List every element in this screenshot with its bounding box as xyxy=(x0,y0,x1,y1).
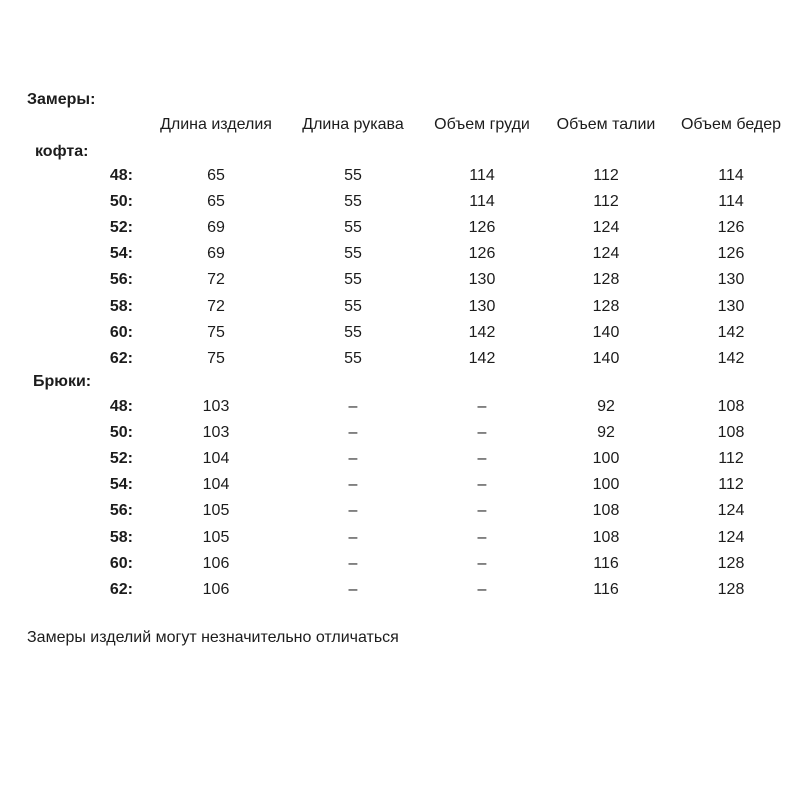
cell-waist: 128 xyxy=(592,298,620,315)
cell-sleeve: 55 xyxy=(344,271,362,288)
column-header-waist: Объем талии xyxy=(556,116,656,133)
footnote: Замеры изделий могут незначительно отличаться xyxy=(27,629,399,646)
cell-hips: 124 xyxy=(717,529,745,546)
cell-length: 104 xyxy=(202,450,230,467)
measurements-title: Замеры: xyxy=(27,91,96,108)
table-row xyxy=(0,245,800,267)
cell-hips: 108 xyxy=(717,398,745,415)
cell-chest: 126 xyxy=(468,245,496,262)
cell-chest: – xyxy=(477,529,487,546)
cell-chest: – xyxy=(477,450,487,467)
cell-length: 105 xyxy=(202,502,230,519)
size-label: 54: xyxy=(109,245,133,262)
cell-waist: 108 xyxy=(592,502,620,519)
cell-waist: 112 xyxy=(593,167,619,184)
cell-waist: 100 xyxy=(592,450,620,467)
table-row xyxy=(0,167,800,189)
cell-waist: 140 xyxy=(592,350,620,367)
cell-hips: 130 xyxy=(717,271,745,288)
cell-chest: 114 xyxy=(469,167,495,184)
table-row xyxy=(0,424,800,446)
table-row xyxy=(0,271,800,293)
cell-sleeve: 55 xyxy=(344,324,362,341)
cell-chest: 130 xyxy=(468,271,496,288)
cell-hips: 126 xyxy=(717,219,745,236)
table-row xyxy=(0,555,800,577)
table-row xyxy=(0,219,800,241)
cell-sleeve: 55 xyxy=(344,350,362,367)
size-label: 58: xyxy=(109,298,133,315)
cell-hips: 124 xyxy=(717,502,745,519)
cell-waist: 124 xyxy=(592,219,620,236)
size-label: 56: xyxy=(109,502,133,519)
table-row xyxy=(0,350,800,372)
cell-length: 75 xyxy=(207,324,225,341)
cell-hips: 108 xyxy=(717,424,745,441)
cell-length: 105 xyxy=(202,529,230,546)
cell-chest: – xyxy=(477,398,487,415)
column-header-hips: Объем бедер xyxy=(680,116,782,133)
cell-waist: 116 xyxy=(593,555,619,572)
cell-length: 104 xyxy=(202,476,230,493)
table-row xyxy=(0,298,800,320)
cell-chest: 130 xyxy=(468,298,496,315)
table-row xyxy=(0,324,800,346)
cell-sleeve: – xyxy=(348,476,358,493)
cell-waist: 100 xyxy=(592,476,620,493)
cell-sleeve: 55 xyxy=(344,245,362,262)
cell-chest: – xyxy=(477,502,487,519)
cell-chest: – xyxy=(477,581,487,598)
column-header-sleeve: Длина рукава xyxy=(302,116,404,133)
size-label: 48: xyxy=(109,167,133,184)
size-label: 50: xyxy=(109,424,133,441)
cell-waist: 92 xyxy=(597,424,615,441)
cell-hips: 114 xyxy=(718,193,744,210)
cell-length: 75 xyxy=(207,350,225,367)
cell-sleeve: – xyxy=(348,529,358,546)
size-label: 62: xyxy=(109,581,133,598)
cell-sleeve: – xyxy=(348,398,358,415)
size-label: 52: xyxy=(109,219,133,236)
cell-sleeve: – xyxy=(348,424,358,441)
cell-chest: – xyxy=(477,555,487,572)
cell-length: 103 xyxy=(202,398,230,415)
cell-length: 69 xyxy=(207,245,225,262)
cell-sleeve: – xyxy=(348,555,358,572)
table-row xyxy=(0,581,800,603)
column-header-row xyxy=(0,116,800,138)
cell-hips: 112 xyxy=(718,450,744,467)
cell-length: 65 xyxy=(207,167,225,184)
cell-hips: 128 xyxy=(717,581,745,598)
cell-waist: 140 xyxy=(592,324,620,341)
cell-length: 69 xyxy=(207,219,225,236)
size-label: 60: xyxy=(109,555,133,572)
cell-sleeve: 55 xyxy=(344,298,362,315)
cell-sleeve: – xyxy=(348,450,358,467)
table-row xyxy=(0,529,800,551)
table-row xyxy=(0,502,800,524)
cell-waist: 116 xyxy=(593,581,619,598)
cell-sleeve: – xyxy=(348,581,358,598)
cell-waist: 108 xyxy=(592,529,620,546)
cell-hips: 126 xyxy=(717,245,745,262)
cell-sleeve: 55 xyxy=(344,219,362,236)
cell-chest: – xyxy=(477,476,487,493)
cell-hips: 130 xyxy=(717,298,745,315)
cell-waist: 92 xyxy=(597,398,615,415)
cell-sleeve: 55 xyxy=(344,167,362,184)
cell-chest: 114 xyxy=(469,193,495,210)
table-row xyxy=(0,476,800,498)
cell-length: 72 xyxy=(207,298,225,315)
cell-waist: 128 xyxy=(592,271,620,288)
cell-length: 106 xyxy=(202,581,230,598)
size-label: 60: xyxy=(109,324,133,341)
cell-hips: 142 xyxy=(717,324,745,341)
cell-waist: 112 xyxy=(593,193,619,210)
size-label: 54: xyxy=(109,476,133,493)
cell-chest: – xyxy=(477,424,487,441)
cell-length: 106 xyxy=(202,555,230,572)
size-label: 50: xyxy=(109,193,133,210)
size-label: 48: xyxy=(109,398,133,415)
size-label: 56: xyxy=(109,271,133,288)
cell-length: 65 xyxy=(207,193,225,210)
size-label: 58: xyxy=(109,529,133,546)
cell-hips: 142 xyxy=(717,350,745,367)
section-label: кофта: xyxy=(35,143,89,160)
column-header-chest: Объем груди xyxy=(434,116,530,133)
cell-hips: 128 xyxy=(717,555,745,572)
cell-hips: 112 xyxy=(718,476,744,493)
table-row xyxy=(0,193,800,215)
cell-chest: 126 xyxy=(468,219,496,236)
size-label: 52: xyxy=(109,450,133,467)
column-header-length: Длина изделия xyxy=(160,116,272,133)
cell-length: 72 xyxy=(207,271,225,288)
size-label: 62: xyxy=(109,350,133,367)
cell-length: 103 xyxy=(202,424,230,441)
cell-hips: 114 xyxy=(718,167,744,184)
section-label: Брюки: xyxy=(33,373,92,390)
cell-sleeve: – xyxy=(348,502,358,519)
cell-waist: 124 xyxy=(592,245,620,262)
cell-chest: 142 xyxy=(468,324,496,341)
table-row xyxy=(0,398,800,420)
cell-sleeve: 55 xyxy=(344,193,362,210)
cell-chest: 142 xyxy=(468,350,496,367)
table-row xyxy=(0,450,800,472)
